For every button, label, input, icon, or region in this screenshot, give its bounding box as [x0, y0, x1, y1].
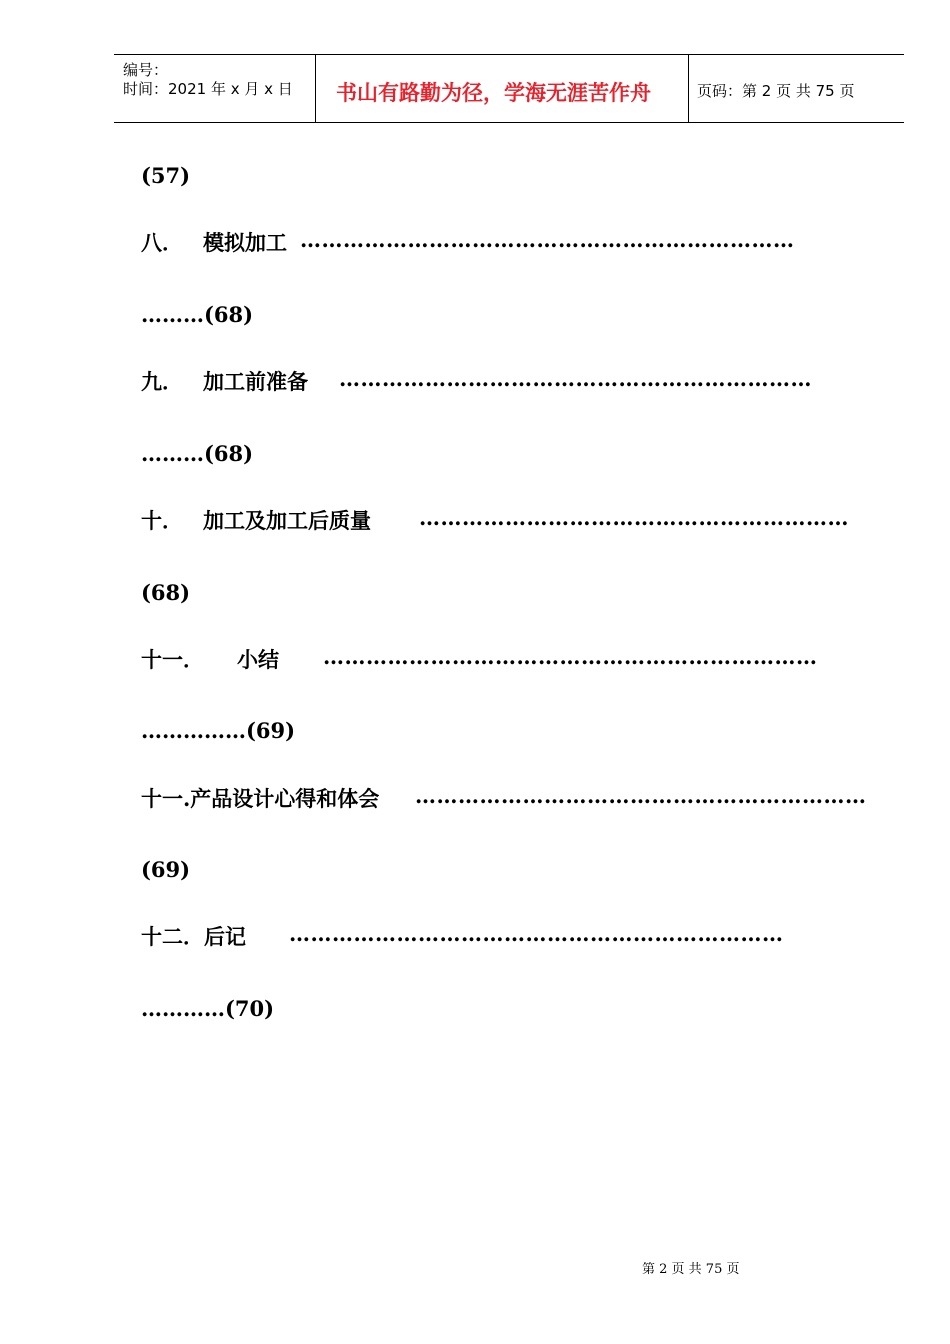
toc-entry-title: 加工及加工后质量 [203, 508, 371, 533]
toc-leader-dots: ………………………………………………………… [339, 366, 812, 391]
header-meta-cell [114, 55, 316, 122]
page-number-label: 页码：第 2 页 共 75 页 [697, 82, 855, 100]
toc-page-ref: (57) [141, 163, 191, 188]
toc-entry-number: 十一.产品设计心得和体会 [141, 786, 380, 811]
toc-continuation [141, 718, 295, 743]
toc-entry-number: 八． [141, 230, 183, 255]
toc-continuation [141, 857, 190, 882]
toc-leader-dots: …………………………………………………… [419, 505, 849, 530]
time-label: 时间：2021 年 x 月 x 日 [123, 80, 293, 98]
toc-entry[interactable] [141, 505, 876, 535]
toc-page-ref: ………(68) [141, 441, 254, 466]
header-motto-cell [316, 55, 689, 122]
toc-entry[interactable] [141, 921, 876, 951]
toc-entry-number: 九． [141, 369, 183, 394]
toc-entry-number: 十． [141, 508, 183, 533]
toc-entry[interactable] [141, 644, 876, 674]
toc-page-ref: …………(70) [141, 996, 275, 1021]
toc-entry-number: 十二．后记 [141, 924, 246, 949]
toc-leader-dots: …………………………………………………………… [323, 644, 818, 669]
toc-entry-title: 模拟加工 [203, 230, 287, 255]
toc-leader-dots: …………………………………………………………… [300, 227, 795, 252]
motto: 书山有路勤为径，学海无涯苦作舟 [336, 81, 651, 105]
number-label: 编号： [123, 61, 169, 79]
toc-page-ref: ……………(69) [141, 718, 296, 743]
toc-continuation [141, 580, 190, 605]
toc-leader-dots: …………………………………………………………… [289, 921, 784, 946]
toc-entry-title: 加工前准备 [203, 369, 308, 394]
toc-page-ref: (68) [141, 580, 191, 605]
footer-page-number: 第 2 页 共 75 页 [642, 1262, 740, 1277]
toc-continuation [141, 302, 253, 327]
toc-entry[interactable] [141, 366, 876, 396]
toc-continuation [141, 996, 274, 1021]
toc-continuation [141, 163, 190, 188]
toc-page-ref: (69) [141, 857, 191, 882]
toc-page-ref: ………(68) [141, 302, 254, 327]
page-header [114, 54, 904, 123]
toc-entry[interactable] [141, 783, 876, 813]
toc-continuation [141, 441, 253, 466]
toc-entry[interactable] [141, 227, 876, 257]
toc-leader-dots: ……………………………………………………… [415, 783, 867, 808]
toc-entry-title: 小结 [237, 647, 279, 672]
toc-entry-number: 十一． [141, 647, 204, 672]
header-page-cell [689, 55, 904, 122]
